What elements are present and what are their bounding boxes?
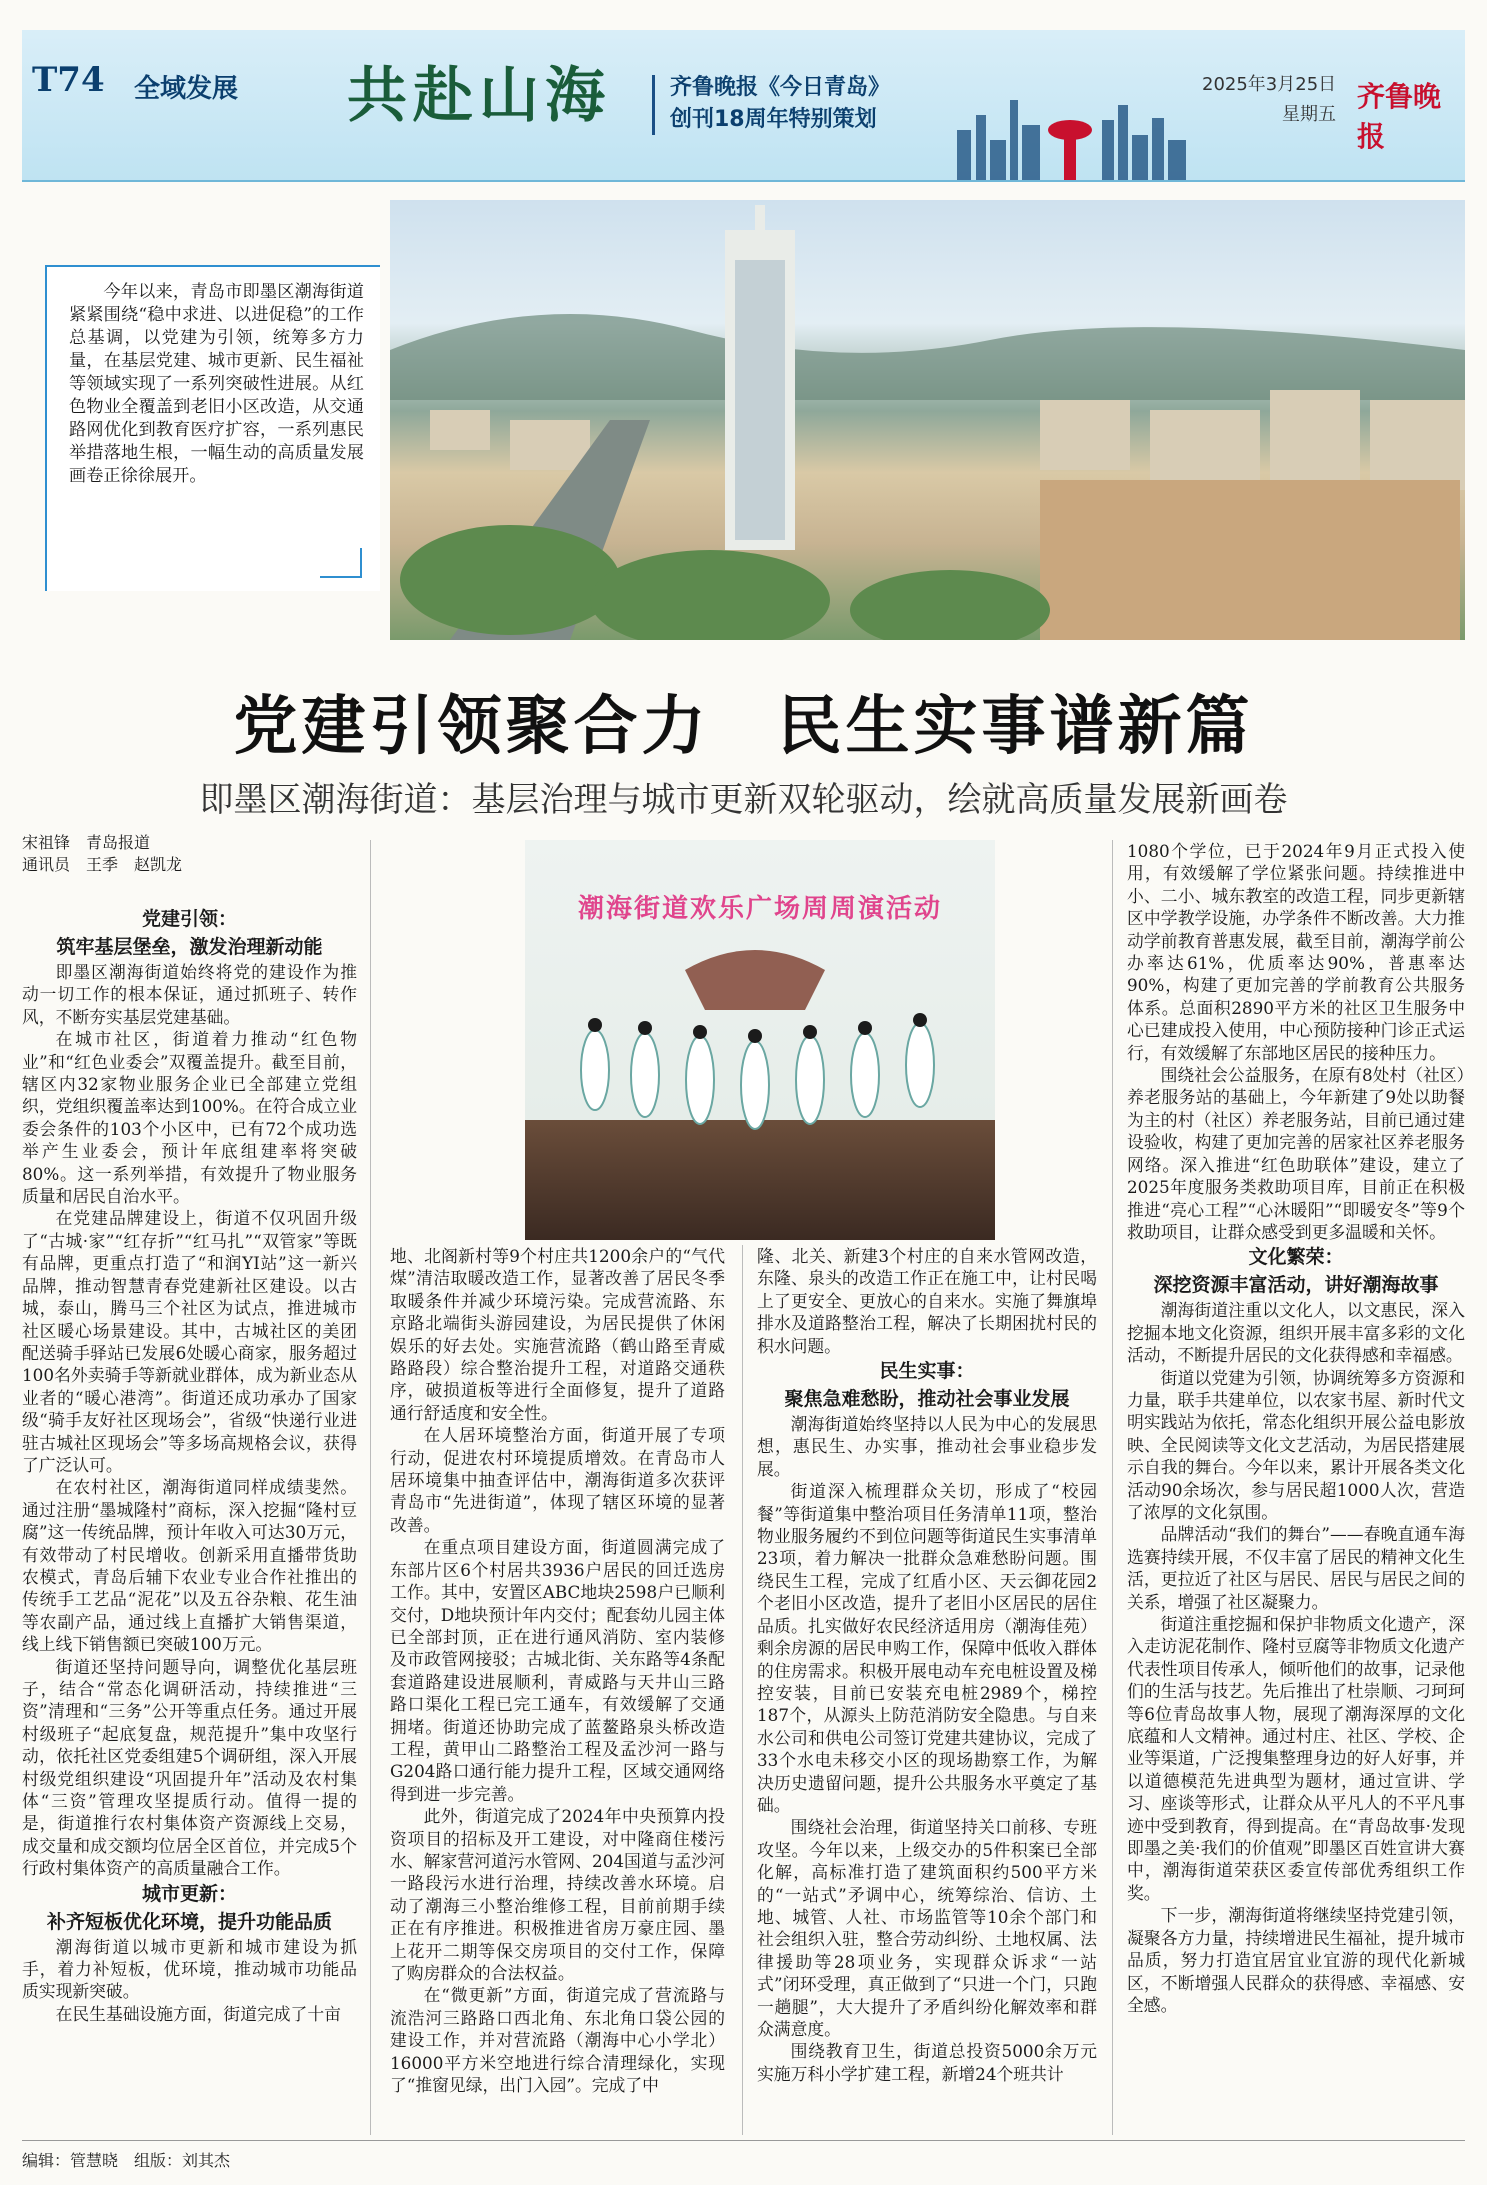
editor-credit: 编辑：管慧晓 组版：刘其杰 (22, 2151, 231, 2170)
section-subheading: 深挖资源丰富活动，讲好潮海故事 (1153, 1274, 1439, 1297)
brand-line-2: 创刊18周年特别策划 (670, 107, 877, 132)
paragraph: 围绕社会治理，街道坚持关口前移、专班攻坚。今年以来，上级交办的5件积案已全部化解，高标准打造了建筑面积约500平方米的“一站式”矛调中心，统筹综治、信访、土地、城管、人社、市场监管等10余个部门和社会组织入驻，整合劳动纠纷、土地权属、法律援助等28项业务，实现群众诉求“一站式”闭环受理，真正做到了“只进一个门，只跑一趟腿”，大大提升了矛盾纠纷化解效率和群众满意度。 (757, 1817, 1097, 2039)
column-rule (1112, 840, 1113, 2135)
section-heading: 党建引领： (141, 908, 237, 930)
paragraph: 街道以党建为引领，协调统筹多方资源和力量，联手共建单位，以农家书屋、新时代文明实践站为依托，常态化组织开展公益电影放映、全民阅读等文化文艺活动，为居民搭建展示自我的舞台。今年以来，累计开展各类文化活动90余场次，参与居民超1000人次，营造了浓厚的文化氛围。 (1127, 1367, 1465, 1522)
section-heading: 文化繁荣： (1248, 1246, 1344, 1269)
section-heading: 民生实事： (879, 1360, 975, 1383)
paragraph: 在人居环境整治方面，街道开展了专项行动，促进农村环境提质增效。在青岛市人居环境集中抽查评估中，潮海街道多次获评青岛市“先进街道”，体现了辖区环境的显著改善。 (390, 1425, 725, 1535)
newspaper-name: 齐鲁晚报 (1357, 80, 1442, 153)
paragraph: 在“微更新”方面，街道完成了营流路与流浩河三路路口西北角、东北角口袋公园的建设工作，并对营流路（潮海中心小学北）16000平方米空地进行综合清理绿化，实现了“推窗见绿，出门入园”。完成了中 (390, 1985, 725, 2096)
paragraph: 在城市社区，街道着力推动“红色物业”和“红色业委会”双覆盖提升。截至目前，辖区内32家物业服务企业已全部建立党组织，党组织覆盖率达到100%。在符合成立业委会条件的103个小区中，已有72个成功选举产生业委会，预计年底组建率将突破80%。这一系列举措，有效提升了物业服务质量和居民自治水平。 (22, 1029, 357, 1207)
paragraph: 潮海街道以城市更新和城市建设为抓手，着力补短板，优环境，推动城市功能品质实现新突破。 (22, 1936, 357, 2002)
paragraph: 地、北阁新村等9个村庄共1200余户的“气代煤”清洁取暖改造工作，显著改善了居民冬季取暖条件并减少环境污染。完成营流路、东京路北端街头游园建设，为居民提供了休闲娱乐的好去处。实施营流路（鹤山路至青威路路段）综合整治提升工程，对道路交通秩序，破损道板等进行全面修复，提升了道路通行舒适度和安全性。 (390, 1246, 725, 1423)
article-column-1 (22, 905, 357, 2025)
aerial-photo-illustration (390, 200, 1465, 640)
column-rule (370, 840, 371, 2135)
paragraph: 1080个学位，已于2024年9月正式投入使用，有效缓解了学位紧张问题。持续推进中小、二小、城东教室的改造工程，同步更新辖区中学教学设施，办学条件不断改善。大力推动学前教育普惠发展，截至目前，潮海学前公办率达61%，优质率达90%，普惠率达90%，构建了更加完善的学前教育公共服务体系。总面积2890平方米的社区卫生服务中心已建成投入使用，中心预防接种门诊正式运行，有效缓解了东部地区居民的接种压力。 (1127, 841, 1465, 1063)
section-subheading: 聚焦急难愁盼，推动社会事业发展 (784, 1388, 1070, 1411)
masthead-band (22, 30, 1465, 182)
performance-photo (525, 840, 995, 1240)
brand-line-1: 齐鲁晚报《今日青岛》 (670, 75, 891, 100)
city-aerial-photo (390, 200, 1465, 640)
city-skyline-illustration (952, 90, 1192, 180)
divider (652, 75, 655, 135)
paragraph: 品牌活动“我们的舞台”——春晚直通车海选赛持续开展，不仅丰富了居民的精神文化生活，更拉近了社区与居民、居民与居民之间的关系，增强了社区凝聚力。 (1127, 1524, 1465, 1612)
paragraph: 潮海街道注重以文化人，以文惠民，深入挖掘本地文化资源，组织开展丰富多彩的文化活动，不断提升居民的文化获得感和幸福感。 (1127, 1300, 1465, 1366)
paragraph: 围绕教育卫生，街道总投资5000余万元实施万科小学扩建工程，新增24个班共计 (757, 2041, 1097, 2084)
article-column-3 (757, 1245, 1097, 2085)
paragraph: 在民生基础设施方面，街道完成了十亩 (55, 2003, 341, 2024)
column-logo: 共赴山海 (347, 61, 611, 131)
paragraph: 隆、北关、新建3个村庄的自来水管网改造，东隆、泉头的改造工作正在施工中，让村民喝上了更安全、更放心的自来水。实施了舞旗埠排水及道路整治工程，解决了长期困扰村民的积水问题。 (757, 1246, 1097, 1356)
paragraph: 围绕社会公益服务，在原有8处村（社区）养老服务站的基础上，今年新建了9处以助餐为主的村（社区）养老服务站，目前已通过建设验收，构建了更加完善的居家社区养老服务网络。深入推进“红色助联体”建设，建立了2025年度服务类救助项目库，目前正在积极推进“亮心工程”“心沐暖阳”“即暖安冬”等9个救助项目，让群众感受到更多温暖和关怀。 (1127, 1065, 1465, 1242)
article-column-2 (390, 1245, 725, 2096)
headline: 党建引领聚合力 民生实事谱新篇 (233, 689, 1254, 764)
byline (22, 832, 182, 876)
byline-reporter: 宋祖锋 青岛报道 (22, 833, 151, 852)
paragraph: 街道还坚持问题导向，调整优化基层班子，结合“常态化调研活动，持续推进“三资”清理和“三务”公开等重点任务。通过开展村级班子“起底复盘，规范提升”集中攻坚行动，依托社区党委组建5个调研组，深入开展村级党组织建设“巩固提升年”活动及农村集体“三资”管理攻坚提质行动。值得一提的是，街道推行农村集体资产资源线上交易，成交量和成交额均位居全区首位，并完成5个行政村集体资产的高质量融合工作。 (22, 1656, 357, 1879)
section-heading: 城市更新： (141, 1882, 237, 1905)
page-number: T74 (32, 60, 105, 100)
paragraph: 街道深入梳理群众关切，形成了“校园餐”等街道集中整治项目任务清单11项，整治物业服务履约不到位问题等街道民生实事清单23项，着力解决一批群众急难愁盼问题。围绕民生工程，完成了红盾小区、天云御花园2个老旧小区改造，提升了老旧小区居民的居住品质。扎实做好农民经济适用房（潮海佳苑）剩余房源的居民申购工作，保障中低收入群体的住房需求。积极开展电动车充电桩设置及梯控安装，目前已安装充电桩2989个，梯控187个，从源头上防范消防安全隐患。与自来水公司和供电公司签订党建共建协议，完成了33个水电未移交小区的现场勘察工作，为解决历史遗留问题，提升公共服务水平奠定了基础。 (757, 1481, 1097, 1815)
paragraph: 在重点项目建设方面，街道圆满完成了东部片区6个村居共3936户居民的回迁选房工作。其中，安置区ABC地块2598户已顺利交付，D地块预计年内交付；配套幼儿园主体已全部封顶，正在进行通风消防、室内装修及市政管网接驳；古城北街、关东路等4条配套道路建设进展顺利，青威路与天井山三路路口渠化工程已完工通车，有效缓解了交通拥堵。街道还协助完成了蓝鳌路泉头桥改造工程，黄甲山二路整治工程及孟沙河一路与G204路口通行能力提升工程，区域交通网络得到进一步完善。 (390, 1537, 725, 1804)
column-rule (742, 1245, 743, 2135)
paragraph: 潮海街道始终坚持以人民为中心的发展思想，惠民生、办实事，推动社会事业稳步发展。 (757, 1414, 1097, 1479)
paragraph: 在农村社区，潮海街道同样成绩斐然。通过注册“墨城隆村”商标，深入挖掘“隆村豆腐”这一传统品牌，预计年收入可达30万元，有效带动了村民增收。创新采用直播带货助农模式，青岛后辅下农业专业合作社推出的传统手工艺品“泥花”以及五谷杂粮、花生油等农副产品，通过线上直播扩大销售渠道，线上线下销售额已突破100万元。 (22, 1477, 357, 1655)
event-banner-text: 潮海街道欢乐广场周周演活动 (577, 894, 942, 924)
article-column-4 (1127, 840, 1465, 2016)
paragraph: 此外，街道完成了2024年中央预算内投资项目的招标及开工建设，对中隆商住楼污水、解家营河道污水管网、204国道与孟沙河一路段污水进行治理，持续改善水环境。启动了潮海三小整治维修工程，目前前期手续正在有序推进。积极推进省房万豪庄园、墨上花开二期等保交房项目的交付工作，保障了购房群众的合法权益。 (390, 1806, 725, 1983)
paragraph: 街道注重挖掘和保护非物质文化遗产，深入走访泥花制作、隆村豆腐等非物质文化遗产代表性项目传承人，倾听他们的故事，记录他们的生活与技艺。先后推出了杜崇顺、刁珂珂等6位青岛故事人物，展现了潮海深厚的文化底蕴和人文精神。通过村庄、社区、学校、企业等渠道，广泛搜集整理身边的好人好事，并以道德模范先进典型为题材，通过宣讲、学习、座谈等形式，让群众从平凡人的不平凡事迹中受到教育，得到提高。在“青岛故事·发现即墨之美·我们的价值观”即墨区百姓宣讲大赛中，潮海街道荣获区委宣传部优秀组织工作奖。 (1127, 1614, 1465, 1903)
intro-box-corner (320, 548, 362, 578)
section-subheading: 补齐短板优化环境，提升功能品质 (46, 1910, 332, 1933)
section-subheading: 筑牢基层堡垒，激发治理新动能 (56, 936, 323, 958)
subheadline: 即墨区潮海街道：基层治理与城市更新双轮驱动，绘就高质量发展新画卷 (199, 780, 1288, 820)
byline-correspondents: 通讯员 王季 赵凯龙 (22, 855, 183, 874)
issue-weekday: 星期五 (1282, 104, 1336, 125)
paragraph: 即墨区潮海街道始终将党的建设作为推动一切工作的根本保证，通过抓班子、转作风，不断夯实基层党建基础。 (22, 962, 357, 1027)
footer-rule (22, 2140, 1465, 2141)
paragraph: 在党建品牌建设上，街道不仅巩固升级了“古城·家”“红存折”“红马扎”“双管家”等既有品牌，更重点打造了“和润YI站”这一新兴品牌，推动智慧青春党建新社区建设。以古城，泰山，腾马三个社区为试点，推进城市社区暖心场景建设。其中，古城社区的美团配送骑手驿站已发展6处暖心商家，服务超过100名外卖骑手等新就业群体，成为新业态从业者的“暖心港湾”。街道还成功承办了国家级“骑手友好社区现场会”，省级“快递行业进驻古城社区现场会”等多场高规格会议，获得了广泛认可。 (22, 1208, 357, 1475)
section-name: 全域发展 (134, 74, 239, 104)
paragraph: 下一步，潮海街道将继续坚持党建引领，凝聚各方力量，持续增进民生福祉，提升城市品质，努力打造宜居宜业宜游的现代化新城区，不断增强人民群众的获得感、幸福感、安全感。 (1127, 1905, 1465, 2015)
issue-date: 2025年3月25日 (1202, 74, 1337, 95)
intro-box: 今年以来，青岛市即墨区潮海街道紧紧围绕“稳中求进、以进促稳”的工作总基调，以党建为引领，统筹多方力量，在基层党建、城市更新、民生福祉等领域实现了一系列突破性进展。从红色物业全覆盖到老旧小区改造，从交通路网优化到教育医疗扩容，一系列惠民举措落地生根，一幅生动的高质量发展画卷正徐徐展开。 (45, 265, 380, 591)
